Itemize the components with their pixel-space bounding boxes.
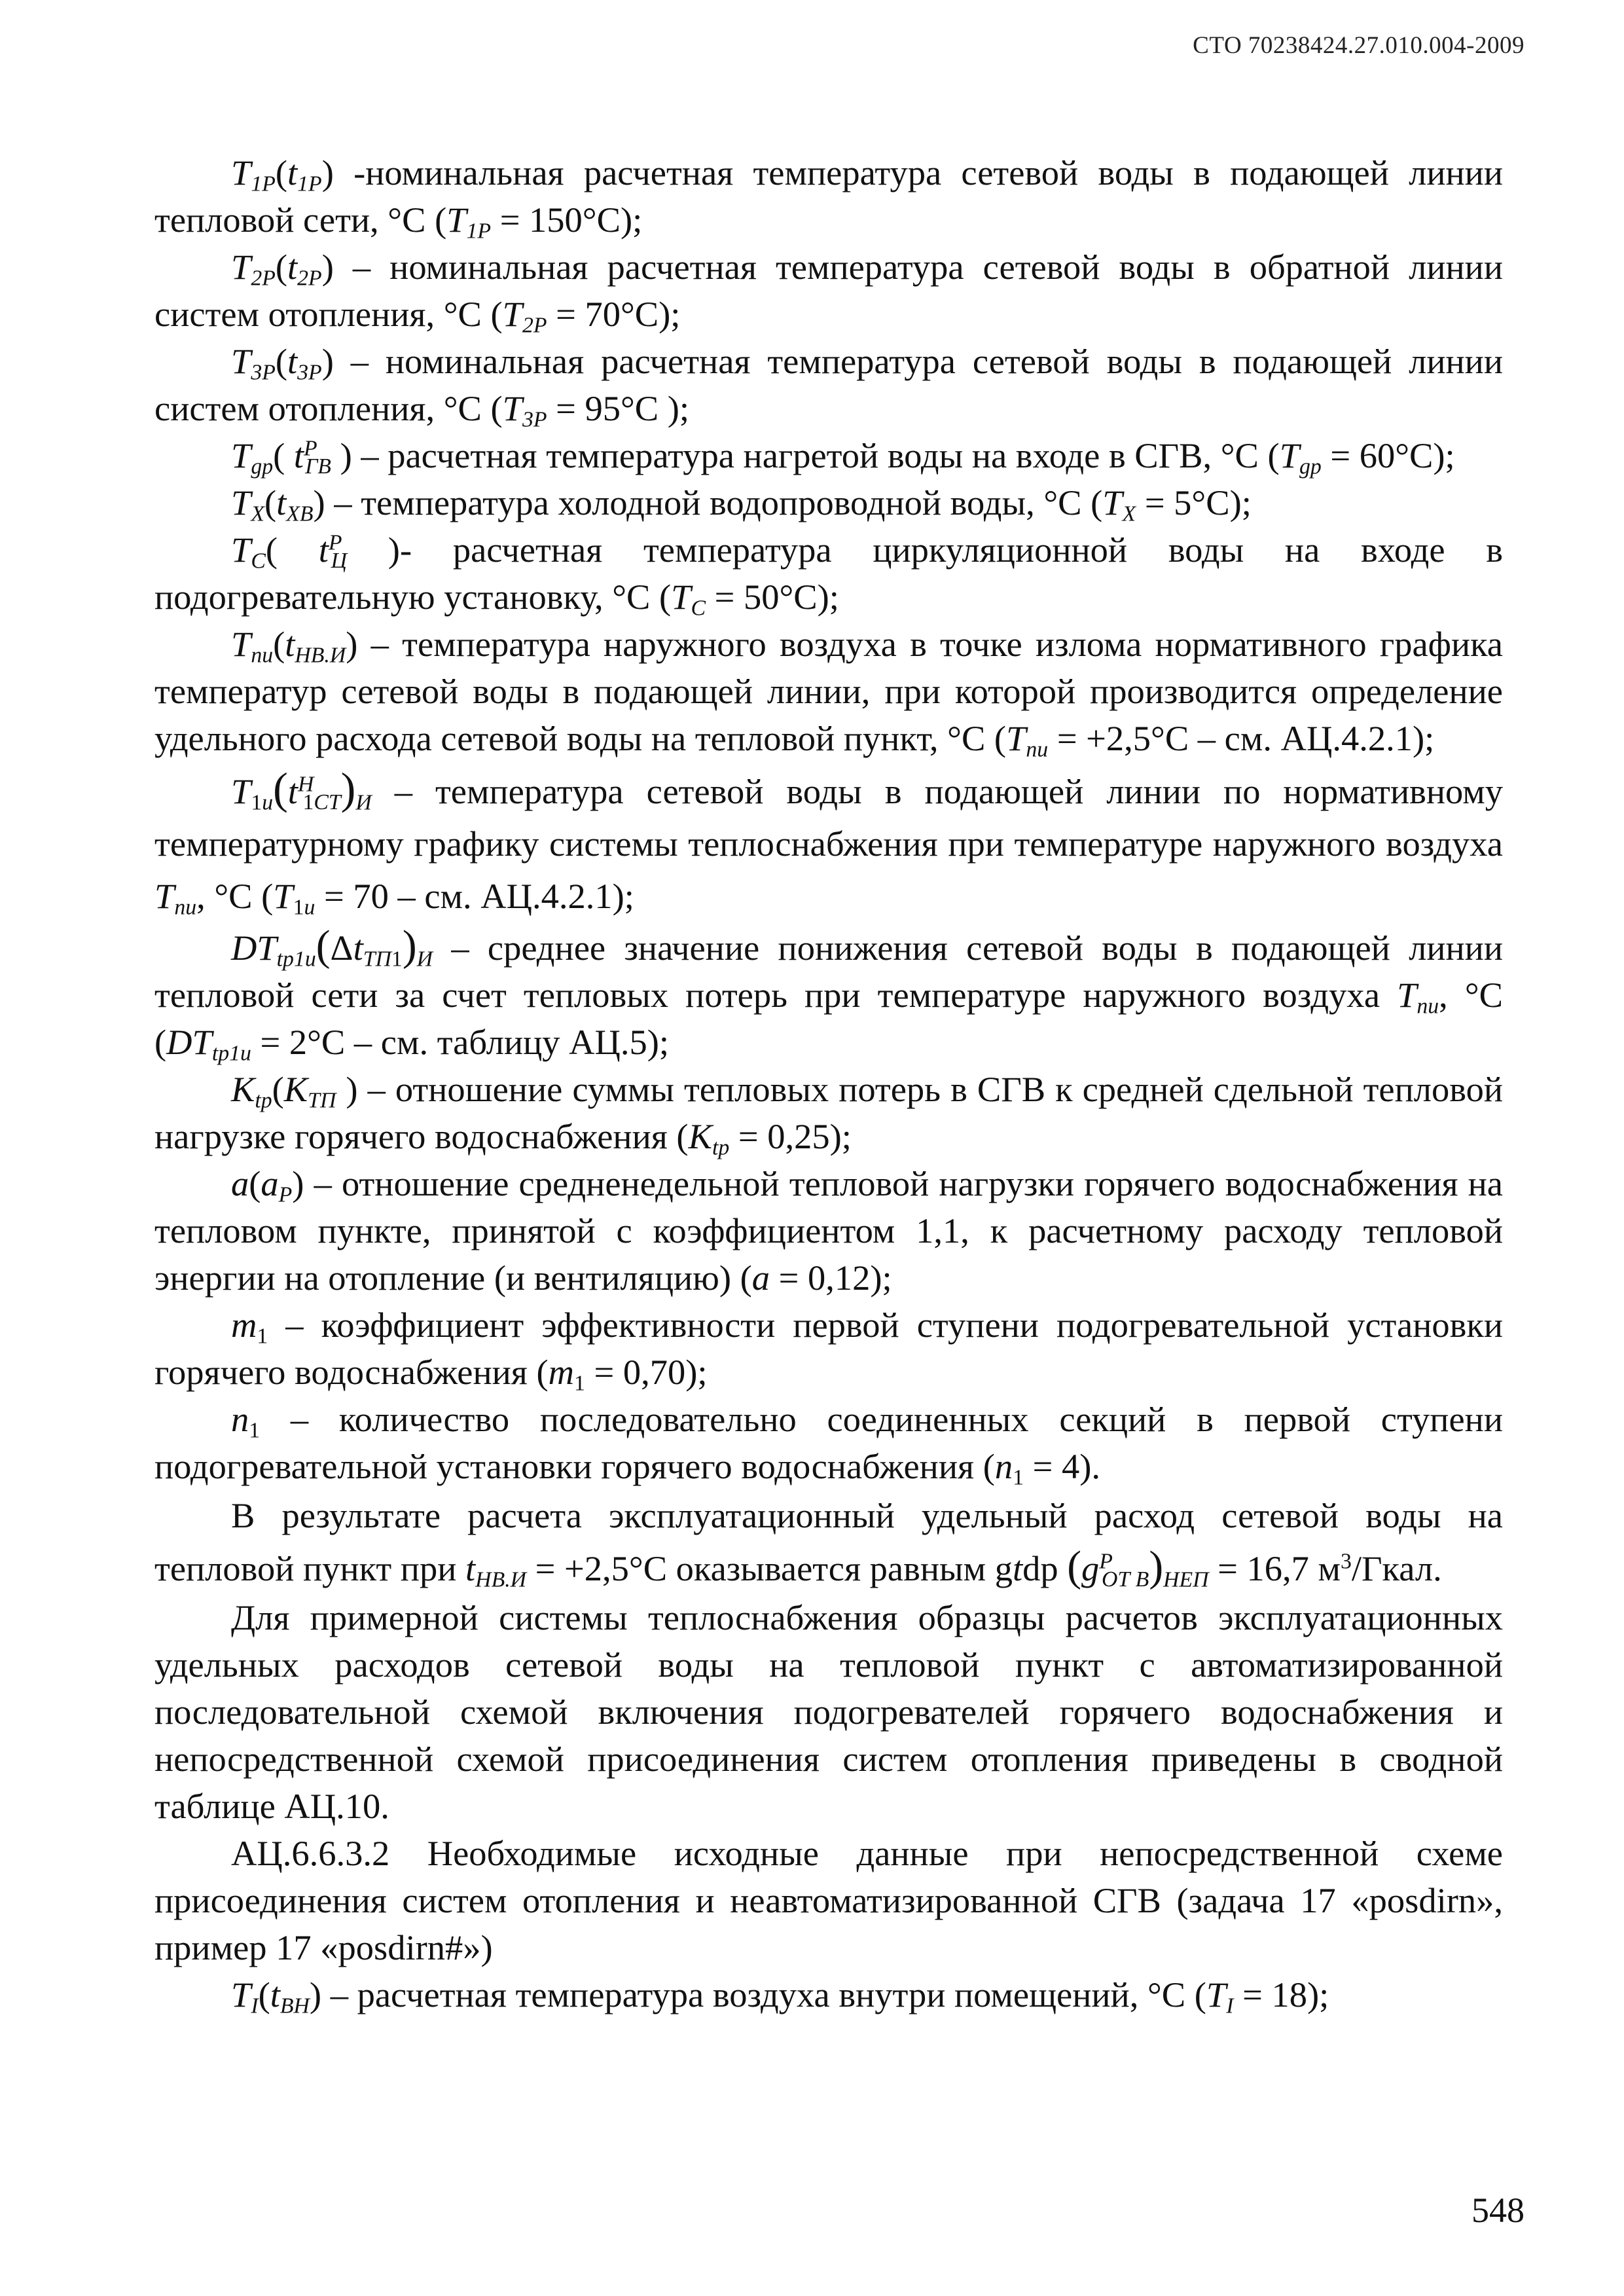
formula-symbol: $T_{3P}(t_{3P})$ [231, 341, 334, 385]
paragraph-text: – отношение средненедельной тепловой нагрузки горячего водоснабжения на тепловом пункте, принятой с коэффициентом 1,1, к расчетному расходу тепловой энергии на отопление (и вентиляцию) (a = 0,12); [154, 1163, 1503, 1298]
result-paragraph [154, 1490, 1503, 1594]
paragraph-text: – количество последовательно соединенных секций в первой ступени подогревательной установки горячего водоснабжения $(n_1 = 4)$. [154, 1399, 1503, 1490]
summary-paragraph [154, 1594, 1503, 1830]
paragraph-text: – номинальная расчетная температура сетевой воды в обратной линии систем отопления, °С $(T_{2P} = 70^\circ С)$; [154, 247, 1503, 338]
definition-paragraph [154, 1396, 1503, 1490]
definition-paragraph [154, 1160, 1503, 1302]
paragraph-text: АЦ.6.6.3.2 Необходимые исходные данные при непосредственной схеме присоединения систем отопления и неавтоматизированной СГВ (задача 17 «posdirn», пример 17 «posdirn#») [154, 1833, 1503, 1967]
formula-symbol: $T_{2P}(t_{2P})$ [231, 247, 334, 291]
definition-paragraph [154, 526, 1503, 621]
formula-symbol: $m_1$ [231, 1305, 268, 1349]
definition-paragraph [154, 1066, 1503, 1160]
paragraph-text: – температура холодной водопроводной воды, °С $(T_X = 5^\circ С)$; [325, 483, 1252, 526]
section-heading-paragraph [154, 1830, 1503, 1971]
definition-paragraph [154, 1971, 1503, 2018]
formula-symbol: $a(a_P)$ [231, 1163, 304, 1207]
paragraph-text: – коэффициент эффективности первой ступени подогревательной установки горячего водоснабжения $(m_1 = 0,70)$; [154, 1305, 1503, 1396]
formula-symbol: $T_{gp}$( $t^Р_{ГВ}$ ) [231, 435, 352, 479]
formula-symbol: $T_I(t_{ВН})$ [231, 1975, 322, 2018]
definition-paragraph [154, 149, 1503, 244]
formula-symbol: $n_1$ [231, 1399, 261, 1443]
paragraph-text: Для примерной системы теплоснабжения образцы расчетов эксплуатационных удельных расходов сетевой воды на тепловой пункт с автоматизированной последовательной схемой включения подогревателей горячего водоснабжения и непосредственной схемой присоединения систем отопления приведены в сводной таблице АЦ.10. [154, 1597, 1503, 1826]
formula-symbol: $K_{tp}(K_{ТП}$ ) [231, 1069, 358, 1113]
definition-paragraph [154, 1302, 1503, 1396]
definition-paragraph [154, 621, 1503, 762]
paragraph-text: - расчетная температура циркуляционной воды на входе в подогревательную установку, °С $(T_C = 50^\circ С)$; [154, 530, 1503, 621]
definition-paragraph [154, 922, 1503, 1066]
document-code-header: СТО 70238424.27.010.004-2009 [1193, 32, 1525, 59]
paragraph-text: – температура сетевой воды в подающей линии по нормативному температурному графику системы теплоснабжения при температуре наружного воздуха $T_{nu}$, °С ($T_{1u} = 70$ – см. АЦ.4.2.1); [154, 771, 1503, 920]
document-body [154, 149, 1503, 2018]
paragraph-text: – расчетная температура воздуха внутри помещений, °С $(T_I = 18)$; [321, 1975, 1329, 2018]
paragraph-text: – номинальная расчетная температура сетевой воды в подающей линии систем отопления, °С ($T_{3P} = 95^\circ С$ ); [154, 341, 1503, 432]
definition-paragraph [154, 338, 1503, 432]
definition-paragraph [154, 432, 1503, 479]
definition-paragraph [154, 762, 1503, 922]
formula-symbol: $T_{1P}(t_{1P})$ [231, 153, 334, 196]
formula-symbol: $T_{nu}(t_{НВ.И})$ [231, 624, 358, 668]
definition-paragraph [154, 244, 1503, 338]
paragraph-text: – температура наружного воздуха в точке излома нормативного графика температур сетевой воды в подающей линии, при которой производится определение удельного расхода сетевой воды на тепловой пункт, °С ($T_{nu} = +2,5^\circ С$ – см. АЦ.4.2.1); [154, 624, 1503, 762]
formula-symbol: $T_C$( $t^Р_Ц$ ) [231, 530, 400, 574]
formula-symbol: $DT_{tp1u}(\Delta t_{ТП1})_И$ [231, 922, 433, 972]
paragraph-text: -номинальная расчетная температура сетевой воды в подающей линии тепловой сети, °С $(T_{1P} = 150^\circ С)$; [154, 153, 1503, 244]
formula-symbol: $T_{1u}(t^Н_{1СТ})_И$ [231, 763, 372, 815]
paragraph-text: – отношение суммы тепловых потерь в СГВ к средней сдельной тепловой нагрузке горячего водоснабжения $(K_{tp} = 0,25)$; [154, 1069, 1503, 1160]
paragraph-text: В результате расчета эксплуатационный удельный расход сетевой воды на тепловой пункт при $t_{НВ.И} = +2,5^\circ С$ оказывается равным gtdp $(g^Р_{ОТ В})_{НЕП} = 16,7$ $м^3$/Гкал. [154, 1495, 1503, 1592]
formula-symbol: $T_X(t_{XB})$ [231, 483, 325, 526]
page-number: 548 [1471, 2191, 1525, 2230]
definition-paragraph [154, 479, 1503, 526]
paragraph-text: – среднее значение понижения сетевой воды в подающей линии тепловой сети за счет тепловых потерь при температуре наружного воздуха $T_{nu}$, °С ($DT_{tp1u} = 2^\circ С$ – см. таблицу АЦ.5); [154, 928, 1503, 1066]
paragraph-text: – расчетная температура нагретой воды на входе в СГВ, °С $(T_{gp} = 60^\circ С)$; [352, 435, 1455, 479]
